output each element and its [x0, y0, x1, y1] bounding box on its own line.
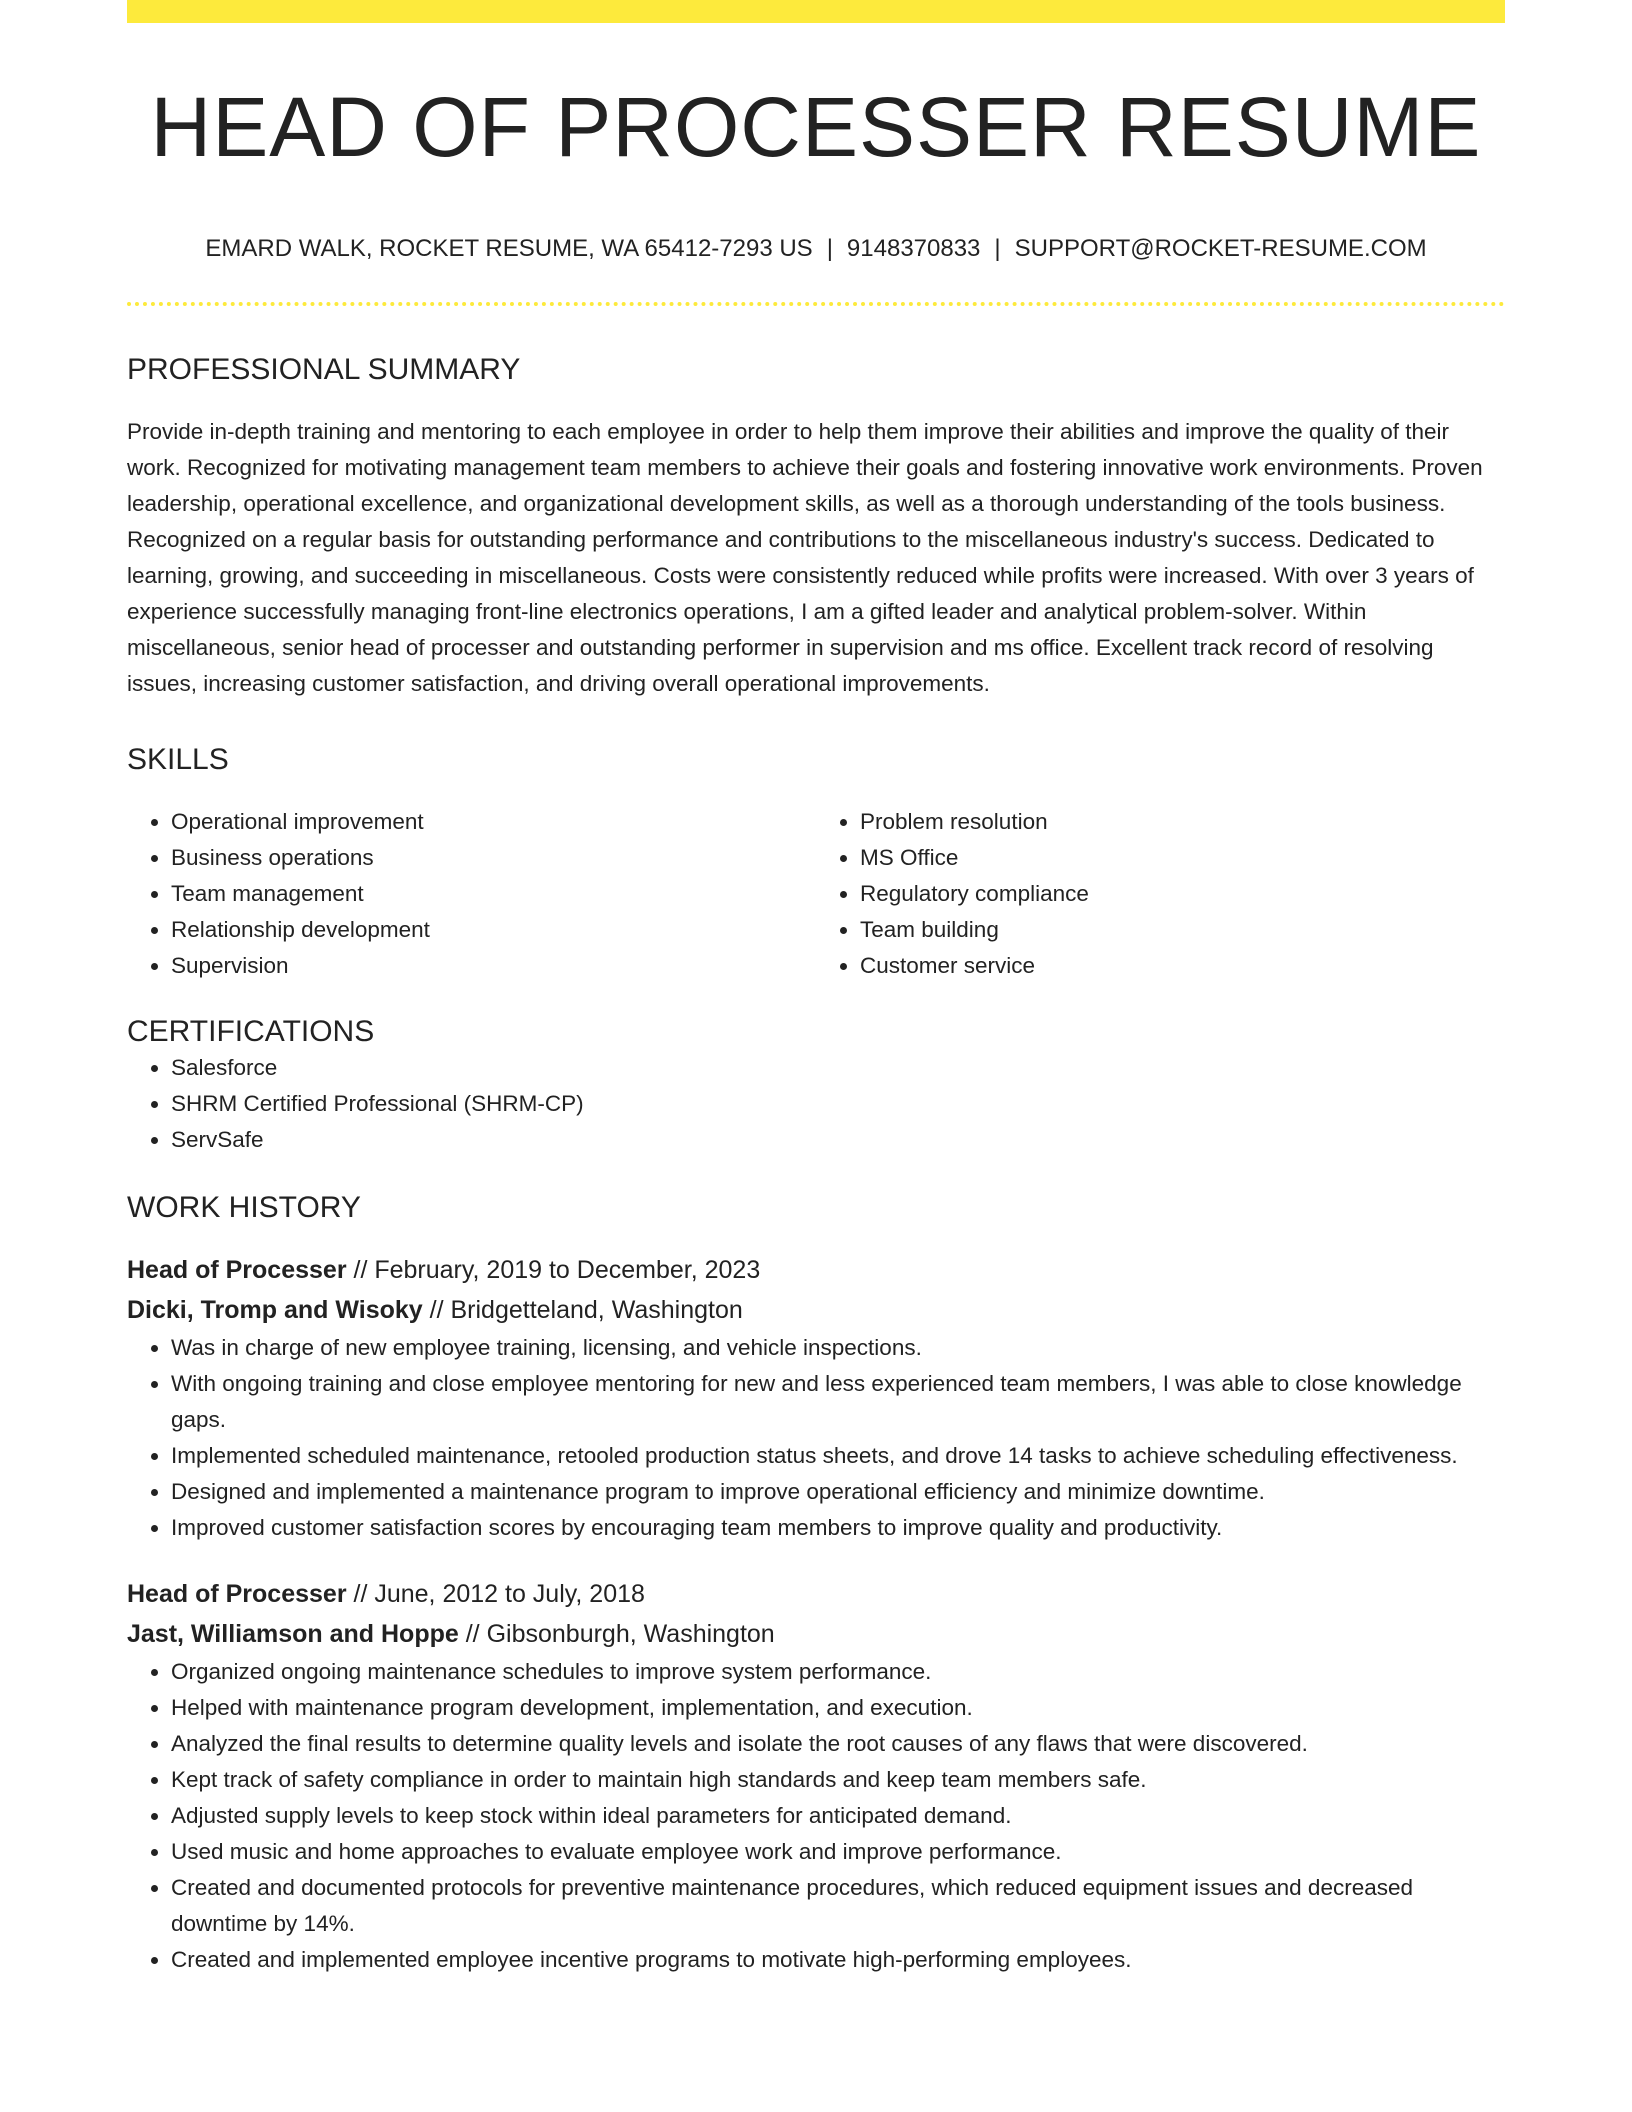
- job-duty: • Used music and home approaches to evaluate employee work and improve performance.: [171, 1834, 1505, 1870]
- job-dates: June, 2012 to July, 2018: [374, 1580, 645, 1609]
- job-title: Head of Processer: [127, 1256, 347, 1285]
- skill-item: • Team management: [171, 876, 816, 912]
- job-company: Dicki, Tromp and Wisoky: [127, 1296, 423, 1325]
- job-duty: • Kept track of safety compliance in order to maintain high standards and keep team members safe.: [171, 1762, 1505, 1798]
- skills-list: [127, 804, 1505, 984]
- accent-bar: [127, 0, 1505, 23]
- job-location: Bridgetteland, Washington: [450, 1296, 743, 1325]
- skill-item: • Problem resolution: [860, 804, 1505, 840]
- skill-item: • Business operations: [171, 840, 816, 876]
- job-company: Jast, Williamson and Hoppe: [127, 1620, 459, 1649]
- job-duty: • Improved customer satisfaction scores by encouraging team members to improve quality and productivity.: [171, 1510, 1505, 1546]
- skills-heading: SKILLS: [127, 743, 229, 777]
- skills-column-right: [816, 804, 1505, 984]
- dotted-divider: [127, 302, 1505, 306]
- skill-item: • MS Office: [860, 840, 1505, 876]
- job-company-line: [127, 1614, 1505, 1654]
- job-duty: • With ongoing training and close employee mentoring for new and less experienced team members, I was able to close knowledge gaps.: [171, 1366, 1505, 1438]
- resume-page: [127, 0, 1505, 1978]
- job-location: Gibsonburgh, Washington: [486, 1620, 775, 1649]
- job-separator: //: [458, 1620, 487, 1649]
- certifications-list: [127, 1050, 1505, 1158]
- contact-email: SUPPORT@ROCKET-RESUME.COM: [1014, 235, 1427, 263]
- summary-text: Provide in-depth training and mentoring to each employee in order to help them improve their abilities and improve the quality of their work. Recognized for motivating management team members to achieve their goals and fostering innovative work environments. Proven leadership, operational excellence, and organizational development skills, as well as a thorough understanding of the tools business. Recognized on a regular basis for outstanding performance and contributions to the miscellaneous industry's success. Dedicated to learning, growing, and succeeding in miscellaneous. Costs were consistently reduced while profits were increased. With over 3 years of experience successfully managing front-line electronics operations, I am a gifted leader and analytical problem-solver. Within miscellaneous, senior head of processer and outstanding performer in supervision and ms office. Excellent track record of resolving issues, increasing customer satisfaction, and driving overall operational improvements.: [127, 419, 1483, 697]
- skill-item: • Relationship development: [171, 912, 816, 948]
- job-separator: //: [422, 1296, 451, 1325]
- certifications-heading: CERTIFICATIONS: [127, 1015, 375, 1049]
- contact-phone: 9148370833: [846, 235, 981, 263]
- skills-column-left: [127, 804, 816, 984]
- job-duty: • Was in charge of new employee training, licensing, and vehicle inspections.: [171, 1330, 1505, 1366]
- job-title-line: [127, 1250, 1505, 1290]
- job-duty: • Adjusted supply levels to keep stock within ideal parameters for anticipated demand.: [171, 1798, 1505, 1834]
- job-duty: • Designed and implemented a maintenance program to improve operational efficiency and minimize downtime.: [171, 1474, 1505, 1510]
- job-company-line: [127, 1290, 1505, 1330]
- job-duties-list: [127, 1654, 1505, 1978]
- job-dates: February, 2019 to December, 2023: [374, 1256, 761, 1285]
- job-title-line: [127, 1574, 1505, 1614]
- work-history-heading: WORK HISTORY: [127, 1191, 361, 1225]
- skill-item: • Regulatory compliance: [860, 876, 1505, 912]
- job-duty: • Helped with maintenance program development, implementation, and execution.: [171, 1690, 1505, 1726]
- contact-separator: |: [994, 235, 1001, 263]
- skill-item: • Team building: [860, 912, 1505, 948]
- contact-line: [127, 235, 1505, 264]
- job-entry: [127, 1250, 1505, 1546]
- skill-item: • Customer service: [860, 948, 1505, 984]
- certification-item: • ServSafe: [171, 1122, 1505, 1158]
- skill-item: • Operational improvement: [171, 804, 816, 840]
- contact-address: EMARD WALK, ROCKET RESUME, WA 65412-7293 US: [205, 235, 813, 263]
- job-duty: • Analyzed the final results to determine quality levels and isolate the root causes of any flaws that were discovered.: [171, 1726, 1505, 1762]
- job-duty: • Organized ongoing maintenance schedules to improve system performance.: [171, 1654, 1505, 1690]
- job-duty: • Implemented scheduled maintenance, retooled production status sheets, and drove 14 tasks to achieve scheduling effectiveness.: [171, 1438, 1505, 1474]
- certification-item: • SHRM Certified Professional (SHRM-CP): [171, 1086, 1505, 1122]
- job-duty: • Created and documented protocols for preventive maintenance procedures, which reduced equipment issues and decreased downtime by 14%.: [171, 1870, 1505, 1942]
- summary-heading: PROFESSIONAL SUMMARY: [127, 353, 521, 387]
- job-separator: //: [346, 1256, 375, 1285]
- job-title: Head of Processer: [127, 1580, 347, 1609]
- job-duty: • Created and implemented employee incentive programs to motivate high-performing employees.: [171, 1942, 1505, 1978]
- contact-separator: |: [826, 235, 833, 263]
- job-duties-list: [127, 1330, 1505, 1546]
- certification-item: • Salesforce: [171, 1050, 1505, 1086]
- job-entry: [127, 1574, 1505, 1978]
- resume-title: HEAD OF PROCESSER RESUME: [150, 80, 1482, 174]
- skill-item: • Supervision: [171, 948, 816, 984]
- job-separator: //: [346, 1580, 375, 1609]
